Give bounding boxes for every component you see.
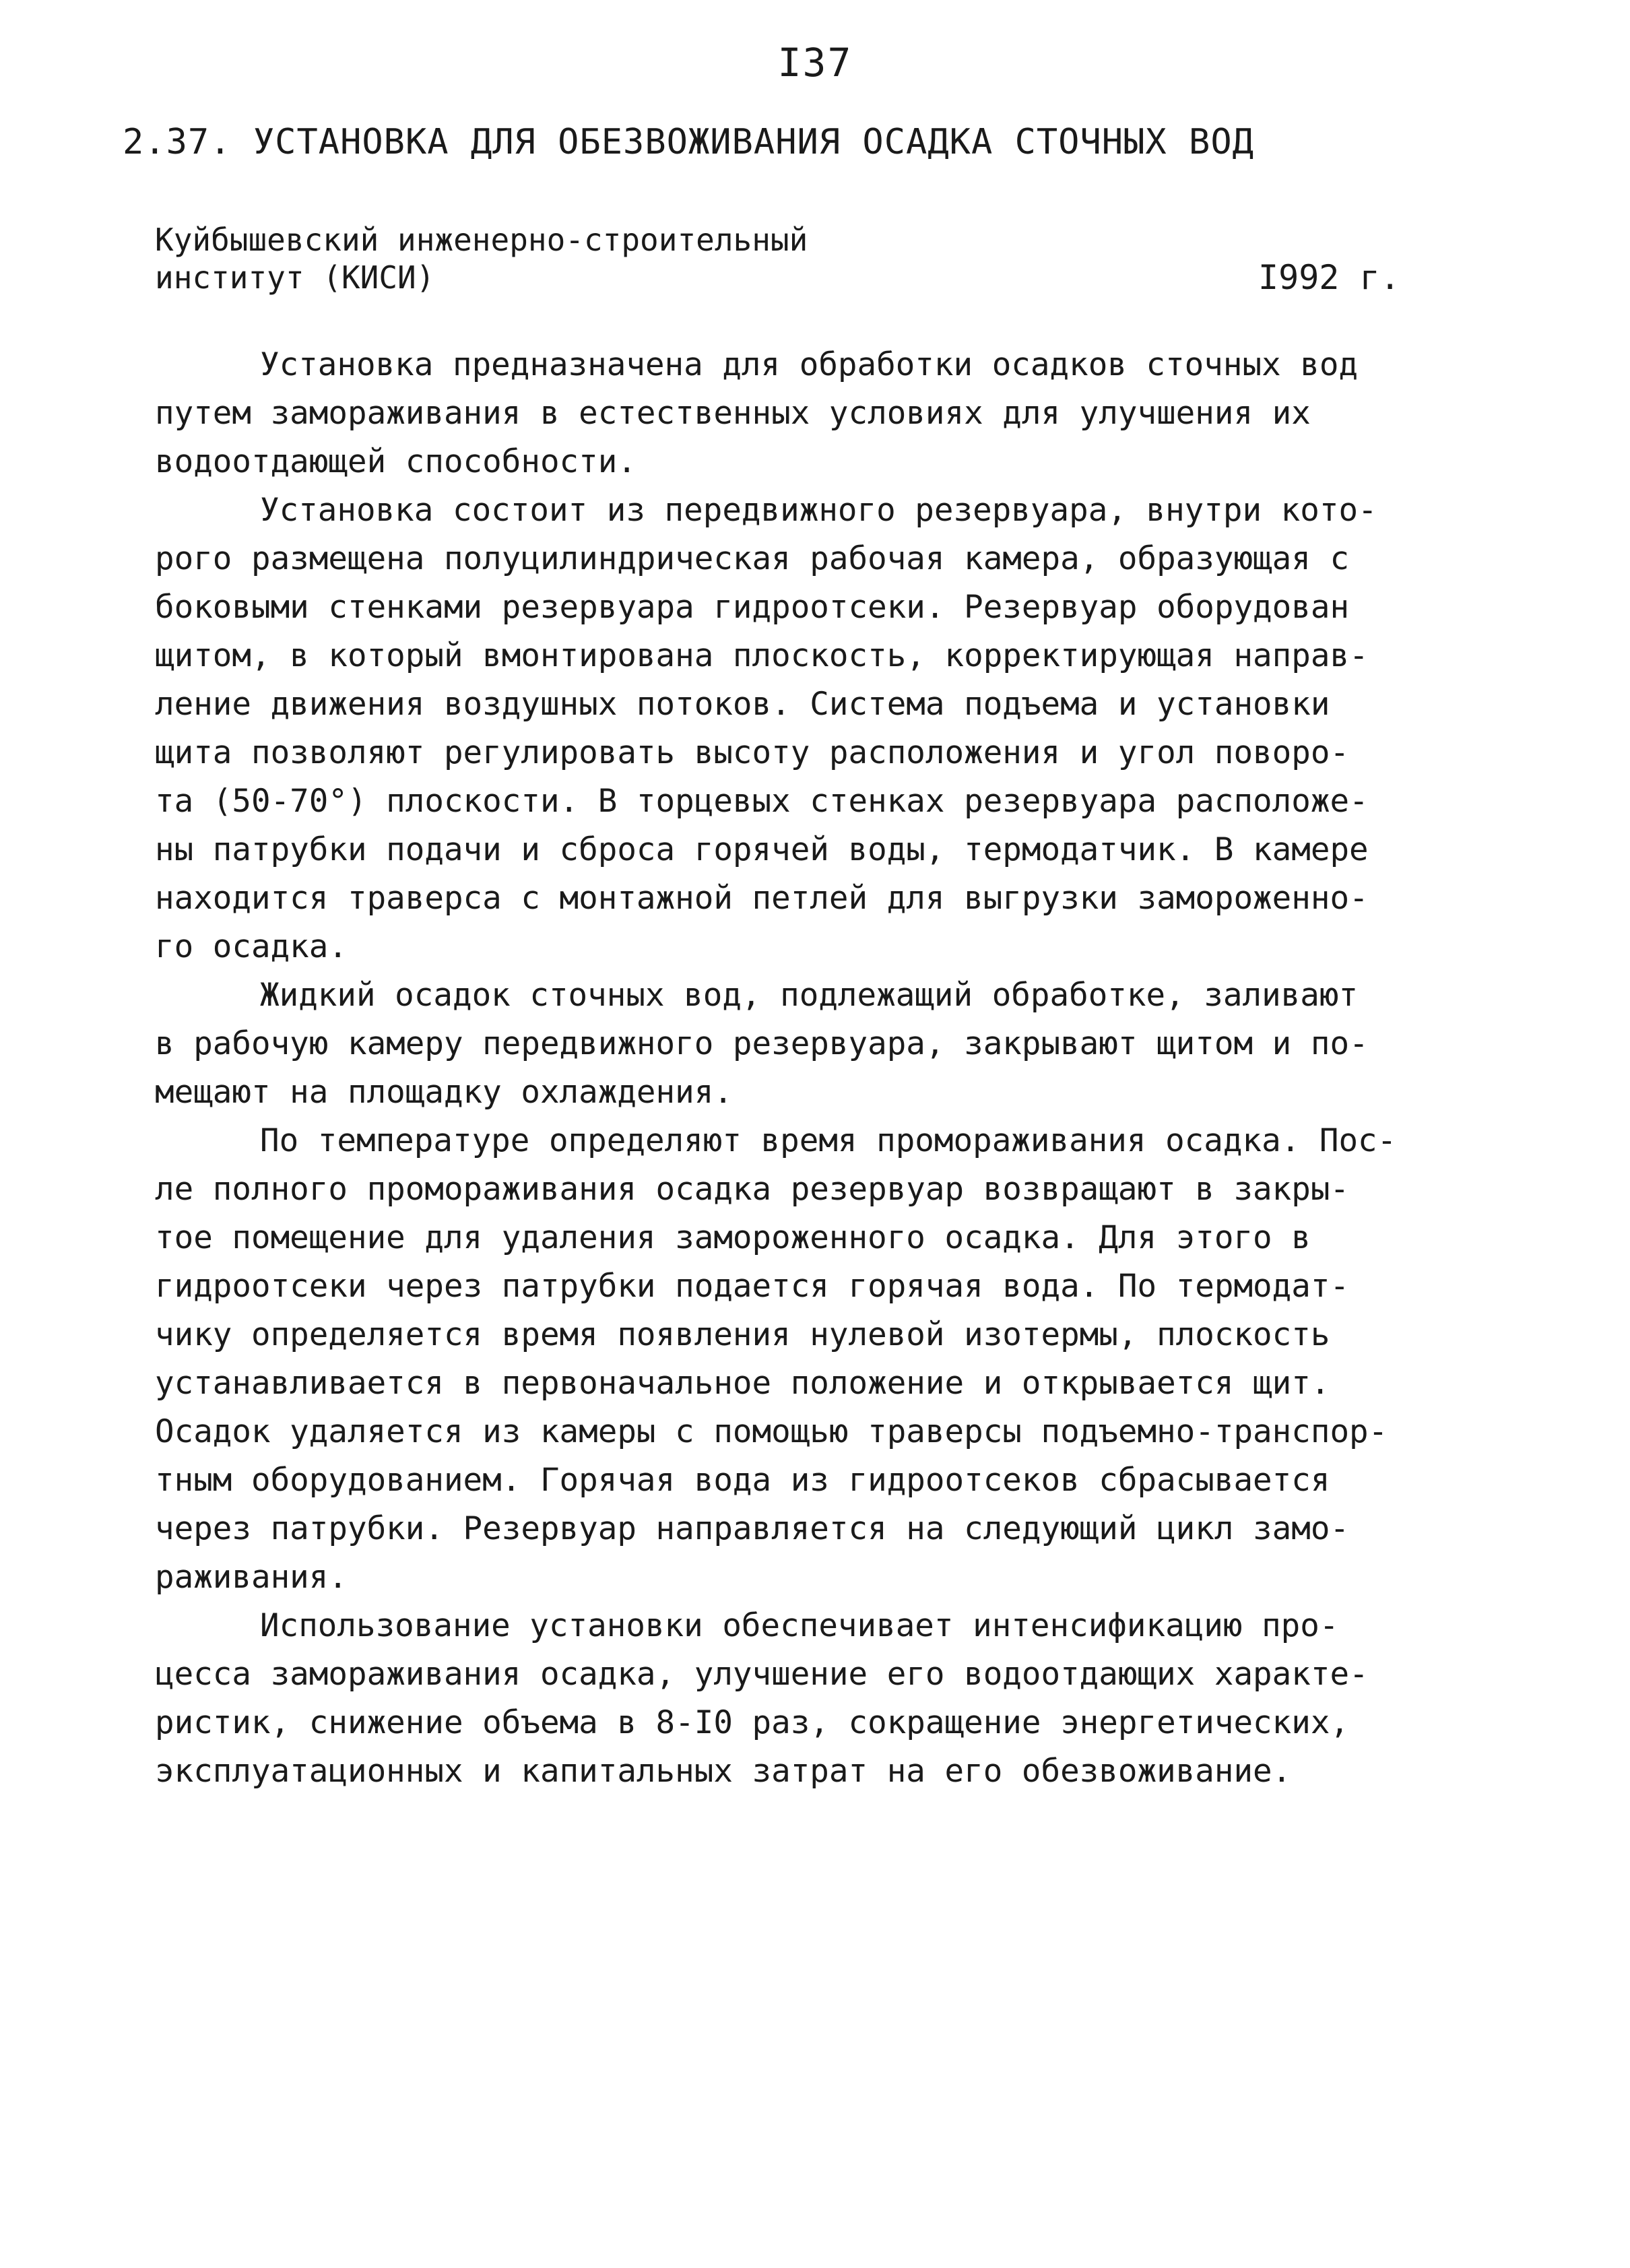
text-line: ны патрубки подачи и сброса горячей воды, термодатчик. В камере xyxy=(155,831,1369,868)
text-line: щитом, в который вмонтирована плоскость, корректирующая направ- xyxy=(155,637,1369,674)
text-line: ристик, снижение объема в 8-I0 раз, сокращение энергетических, xyxy=(155,1704,1350,1741)
text-line: раживания. xyxy=(155,1559,348,1596)
paragraph-2 xyxy=(155,486,1529,971)
text-line: цесса замораживания осадка, улучшение его водоотдающих характе- xyxy=(155,1656,1369,1693)
text-line: путем замораживания в естественных условиях для улучшения их xyxy=(155,395,1311,432)
text-line: щита позволяют регулировать высоту расположения и угол поворо- xyxy=(155,734,1350,771)
text-line: гидроотсеки через патрубки подается горячая вода. По термодат- xyxy=(155,1268,1350,1305)
text-line: Осадок удаляется из камеры с помощью траверсы подъемно-транспор- xyxy=(155,1413,1388,1450)
text-line: Установка предназначена для обработки осадков сточных вод xyxy=(260,346,1359,383)
text-line: мещают на площадку охлаждения. xyxy=(155,1074,733,1111)
section-heading: 2.37. УСТАНОВКА ДЛЯ ОБЕЗВОЖИВАНИЯ ОСАДКА СТОЧНЫХ ВОД xyxy=(123,122,1254,162)
text-line: Установка состоит из передвижного резервуара, внутри кото- xyxy=(260,492,1377,529)
text-line: через патрубки. Резервуар направляется на следующий цикл замо- xyxy=(155,1510,1350,1547)
text-line: ле полного промораживания осадка резервуар возвращают в закры- xyxy=(155,1171,1350,1208)
text-line: рого размещена полуцилиндрическая рабочая камера, образующая с xyxy=(155,540,1350,577)
text-line: в рабочую камеру передвижного резервуара, закрывают щитом и по- xyxy=(155,1025,1369,1062)
paragraph-1 xyxy=(155,341,1529,486)
text-line: чику определяется время появления нулевой изотермы, плоскость xyxy=(155,1316,1330,1353)
paragraph-4 xyxy=(155,1117,1529,1602)
text-line: водоотдающей способности. xyxy=(155,443,637,480)
paragraph-5 xyxy=(155,1602,1529,1796)
publication-year: I992 г. xyxy=(1258,258,1400,297)
organization-line-1: Куйбышевский инженерно-строительный xyxy=(155,222,808,258)
paragraph-3 xyxy=(155,971,1529,1117)
text-line: тным оборудованием. Горячая вода из гидроотсеков сбрасывается xyxy=(155,1462,1330,1499)
body-text xyxy=(155,341,1529,1796)
organization-block xyxy=(155,221,808,296)
text-line: го осадка. xyxy=(155,928,348,965)
text-line: ление движения воздушных потоков. Система подъема и установки xyxy=(155,686,1330,723)
text-line: боковыми стенками резервуара гидроотсеки. Резервуар оборудован xyxy=(155,589,1350,626)
text-line: Использование установки обеспечивает интенсификацию про- xyxy=(260,1607,1339,1644)
page-number: I37 xyxy=(777,40,853,86)
text-line: По температуре определяют время промораживания осадка. Пос- xyxy=(260,1122,1397,1159)
text-line: находится траверса с монтажной петлей для выгрузки замороженно- xyxy=(155,880,1369,917)
organization-line-2: институт (КИСИ) xyxy=(155,259,435,296)
text-line: Жидкий осадок сточных вод, подлежащий обработке, заливают xyxy=(260,977,1359,1014)
text-line: эксплуатационных и капитальных затрат на его обезвоживание. xyxy=(155,1753,1292,1790)
text-line: устанавливается в первоначальное положение и открывается щит. xyxy=(155,1365,1330,1402)
text-line: тое помещение для удаления замороженного осадка. Для этого в xyxy=(155,1219,1311,1256)
text-line: та (50-70°) плоскости. В торцевых стенках резервуара расположе- xyxy=(155,783,1369,820)
